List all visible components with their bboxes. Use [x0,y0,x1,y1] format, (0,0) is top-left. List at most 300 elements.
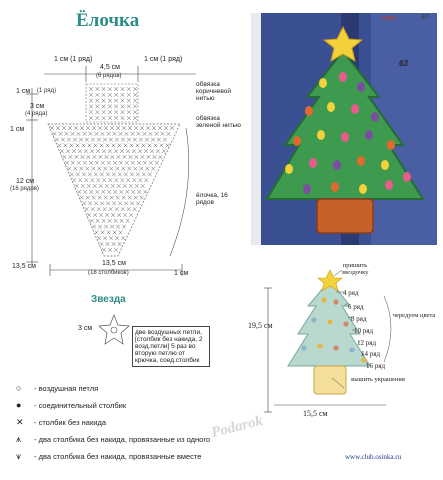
stitch-mark [88,202,92,206]
stitch-mark [93,213,97,217]
dim-left-4rows: (4 ряда) [25,111,48,117]
stitch-mark [91,138,95,142]
stitch-mark [163,138,167,142]
ornament [285,164,293,174]
stitch-mark [134,196,138,200]
stitch-mark [124,144,128,148]
stitch-mark [82,202,86,206]
ornament [319,78,327,88]
stitch-mark [127,138,131,142]
ornament [309,158,317,168]
stitch-mark [137,132,141,136]
stitch-mark [113,231,117,235]
stitch-mark [121,138,125,142]
stitch-mark [139,138,143,142]
stitch-mark [122,196,126,200]
stitch-mark [62,126,66,130]
stitch-mark [95,132,99,136]
stitch-mark [106,144,110,148]
stitch-mark [53,132,57,136]
single-crochet-icon: ✕ [16,417,24,427]
stitch-mark [68,155,72,159]
stitch-mark [85,167,89,171]
stitch-mark [89,161,93,165]
stitch-mark [80,155,84,159]
stitch-mark [86,126,90,130]
dim-top-left: 1 см (1 ряд) [54,56,93,63]
page-title: Ёлочка [76,10,140,31]
stitch-mark [59,132,63,136]
stitch-mark [133,105,137,109]
stitch-mark [89,87,93,91]
stitch-mark [127,116,131,120]
stitch-mark [140,196,144,200]
stitch-mark [61,138,65,142]
stitch-mark [76,173,80,177]
stitch-mark [143,132,147,136]
dim-left-3cm: 3 см [30,103,45,110]
stitch-mark [107,132,111,136]
stitch-mark [131,161,135,165]
row-label-10: 10 ряд [354,327,374,335]
stitch-mark [107,190,111,194]
stitch-mark [90,219,94,223]
stitch-mark [136,202,140,206]
stitch-mark [128,155,132,159]
star-dim: 3 см [78,325,93,332]
photo-caption-left: how [383,15,396,22]
stitch-mark [62,155,66,159]
stitch-mark [142,173,146,177]
stitch-mark [109,207,113,211]
ornament [317,343,322,348]
stitch-mark [109,138,113,142]
stitch-mark [151,138,155,142]
stitch-mark [94,173,98,177]
legend-item: ● - соединительный столбик [16,400,127,410]
ornament [293,136,301,146]
ornament [365,130,373,140]
stitch-mark [136,144,140,148]
stitch-mark [101,132,105,136]
stitch-mark [145,138,149,142]
stitch-mark [121,99,125,103]
ornament [333,345,338,350]
stitch-mark [83,190,87,194]
stitch-mark [108,110,112,114]
stitch-mark [58,144,62,148]
stitch-mark [121,116,125,120]
stitch-mark [73,167,77,171]
stitch-mark [138,178,142,182]
decrease-icon: ⩛ [16,451,22,461]
ornament [305,106,313,116]
stitch-mark [144,149,148,153]
stitch-mark [74,155,78,159]
stitch-mark [102,116,106,120]
stitch-mark [120,219,124,223]
stitch-mark [131,190,135,194]
stitch-mark [65,132,69,136]
stitch-mark [119,132,123,136]
row-label-14: 14 ряд [361,350,381,358]
stitch-mark [81,184,85,188]
ornament [403,172,411,182]
stitch-mark [127,167,131,171]
stitch-mark [108,93,112,97]
tree-crochet-chart [0,0,250,290]
stitch-mark [136,173,140,177]
stitch-mark [103,138,107,142]
star-chart [96,312,132,348]
stitch-mark [110,196,114,200]
ornament [331,182,339,192]
stitch-mark [158,126,162,130]
label-alternate-colors: чередуем цвета [392,312,436,319]
stitch-mark [103,207,107,211]
stitch-mark [162,149,166,153]
stitch-mark [120,149,124,153]
dim-top-right: 1 см (1 ряд) [144,56,183,63]
stitch-mark [108,99,112,103]
stitch-mark [93,184,97,188]
dimension-lines [26,66,196,276]
stitch-mark [95,105,99,109]
stitch-mark [86,155,90,159]
stitch-mark [108,105,112,109]
stitch-mark [144,178,148,182]
stitch-mark [99,184,103,188]
stitch-mark [95,161,99,165]
stitch-mark [104,225,108,229]
stitch-mark [106,173,110,177]
stitch-mark [80,196,84,200]
row-label-12: 12 ряд [357,339,377,347]
dim-bottom-stitches: (18 столбиков) [88,270,129,276]
dim-width: 15,5 см [303,409,328,418]
stitch-mark [79,167,83,171]
stitch-mark [71,161,75,165]
stitch-mark [133,93,137,97]
chain-loop-icon: ○ [16,383,22,393]
stitch-mark [68,126,72,130]
stitch-mark [108,219,112,223]
stitch-mark [137,190,141,194]
stitch-mark [90,149,94,153]
stitch-mark [73,138,77,142]
stitch-mark [98,155,102,159]
stitch-mark [152,155,156,159]
stitch-mark [143,190,147,194]
ornament [321,297,326,302]
ornament [327,102,335,112]
stitch-mark [105,213,109,217]
stitch-mark [125,190,129,194]
stitch-mark [103,167,107,171]
stitch-mark [106,242,110,246]
stitch-mark [134,126,138,130]
stitch-mark [56,126,60,130]
stitch-mark [110,155,114,159]
stitch-mark [102,110,106,114]
stitch-mark [113,132,117,136]
stitch-mark [74,126,78,130]
ornament [333,160,341,170]
stitch-mark [124,202,128,206]
dim-top-rows: (6 рядов) [96,73,122,79]
stitch-mark [170,126,174,130]
stitch-mark [121,87,125,91]
star-title: Звезда [91,294,126,305]
stitch-mark [150,149,154,153]
stitch-mark [67,138,71,142]
stitch-mark [155,161,159,165]
stitch-mark [82,144,86,148]
watermark: Podarok [209,412,265,442]
stitch-mark [127,105,131,109]
stitch-mark [138,149,142,153]
stitch-mark [118,144,122,148]
tree-photo [251,13,437,245]
stitch-mark [100,202,104,206]
photo-illustration [251,13,437,245]
stitch-mark [133,87,137,91]
stitch-mark [116,126,120,130]
stitch-mark [71,132,75,136]
stitch-mark [95,110,99,114]
row-label-8: 8 ряд [351,315,367,323]
stitch-mark [99,213,103,217]
stitch-mark [108,178,112,182]
stitch-mark [84,149,88,153]
stitch-mark [102,219,106,223]
stitch-mark [133,207,137,211]
photo-page-number: 63 [399,59,408,68]
stitch-mark [117,213,121,217]
stitch-mark [84,178,88,182]
stitch-mark [119,231,123,235]
stitch-mark [104,155,108,159]
ornament [381,160,389,170]
stitch-mark [116,196,120,200]
stitch-mark [140,155,144,159]
stitch-mark [143,161,147,165]
legend-item: ⩛ - два столбика без накида, провязанные вместе [16,451,202,461]
stitch-mark [118,242,122,246]
row-label-6: 6 ряд [348,303,364,311]
stitch-mark [121,93,125,97]
stitch-mark [94,144,98,148]
dim-top-width: 4,5 см [100,64,120,71]
dim-left-1cm-b: 1 см [10,126,25,133]
stitch-mark [105,184,109,188]
ornament [341,132,349,142]
stitch-mark [92,126,96,130]
dim-bottom-width: 13,5 см [102,260,126,267]
stitch-mark [156,149,160,153]
stitch-mark [121,105,125,109]
stitch-mark [97,138,101,142]
stitch-mark [114,178,118,182]
stitch-mark [91,207,95,211]
label-sew-star: пришить звездочку [341,262,369,276]
stitch-mark [140,126,144,130]
stitch-mark [126,178,130,182]
stitch-mark [79,138,83,142]
stitch-mark [89,116,93,120]
photo-caption-right: 37 [421,14,429,21]
stitch-mark [72,149,76,153]
ornament [333,299,338,304]
stitch-mark [133,99,137,103]
stitch-mark [96,219,100,223]
stitch-mark [106,202,110,206]
ornament [339,72,347,82]
ornament [303,184,311,194]
slip-stitch-icon: ● [16,400,22,410]
stitch-mark [102,248,106,252]
stitch-mark [91,167,95,171]
stitch-mark [78,178,82,182]
stitch-mark [104,196,108,200]
ornament [301,345,306,350]
stitch-mark [126,219,130,223]
stitch-mark [64,144,68,148]
stitch-mark [86,196,90,200]
stitch-mark [109,236,113,240]
stitch-mark [97,236,101,240]
stitch-marks [50,87,174,252]
stitch-mark [102,87,106,91]
stitch-mark [114,87,118,91]
stitch-mark [130,202,134,206]
stitch-mark [89,99,93,103]
stitch-mark [142,144,146,148]
stitch-mark [92,155,96,159]
stitch-mark [102,178,106,182]
stitch-mark [161,132,165,136]
stitch-mark [102,93,106,97]
stitch-mark [134,155,138,159]
stitch-mark [97,207,101,211]
stitch-mark [80,126,84,130]
stitch-mark [89,190,93,194]
stitch-mark [133,110,137,114]
stitch-mark [152,126,156,130]
stitch-mark [101,231,105,235]
stitch-mark [126,149,130,153]
stitch-mark [108,149,112,153]
stitch-mark [146,126,150,130]
stitch-mark [114,116,118,120]
stitch-mark [115,207,119,211]
stitch-mark [119,190,123,194]
ornament [351,104,359,114]
stitch-mark [114,110,118,114]
stitch-mark [151,167,155,171]
stitch-mark [121,236,125,240]
stitch-mark [132,149,136,153]
stitch-mark [166,144,170,148]
stitch-mark [100,144,104,148]
stitch-mark [116,155,120,159]
increase-icon: ⩚ [16,434,22,444]
legend-item: ✕ - столбик без накида [16,417,106,427]
stitch-mark [145,167,149,171]
stitch-mark [76,144,80,148]
stitch-mark [66,149,70,153]
stitch-mark [130,173,134,177]
stitch-mark [77,161,81,165]
stitch-mark [85,138,89,142]
note-green: обвязка зеленой нитью [196,115,241,129]
stitch-mark [108,248,112,252]
stitch-mark [107,161,111,165]
stitch-mark [160,144,164,148]
stitch-mark [114,105,118,109]
ornament [357,82,365,92]
stitch-mark [148,144,152,148]
dim-bottom-left: 13,5 см [12,263,36,270]
stitch-mark [118,202,122,206]
stitch-mark [102,149,106,153]
stitch-mark [77,190,81,194]
star-instructions: две воздушных петли, [столбик без накида, 2 возд.петли] 5 раз во вторую петлю от крючка, соед.столбик [132,326,210,367]
stitch-mark [97,167,101,171]
ornament [311,317,316,322]
stitch-mark [110,126,114,130]
stitch-mark [121,110,125,114]
stitch-mark [108,116,112,120]
ornament [371,112,379,122]
stitch-mark [98,225,102,229]
stitch-mark [128,126,132,130]
stitch-mark [94,202,98,206]
stitch-mark [135,184,139,188]
stitch-mark [117,184,121,188]
stitch-mark [96,178,100,182]
stitch-mark [50,126,54,130]
stitch-mark [114,149,118,153]
stitch-mark [164,126,168,130]
stitch-mark [112,173,116,177]
note-rows: ёлочка, 16 рядов [196,192,228,206]
stitch-mark [128,196,132,200]
stitch-mark [55,138,59,142]
stitch-mark [149,161,153,165]
stitch-mark [154,144,158,148]
dim-height: 19,5 см [248,321,273,330]
stitch-mark [78,149,82,153]
stitch-mark [111,184,115,188]
stitch-mark [131,132,135,136]
stitch-mark [115,236,119,240]
stitch-mark [112,202,116,206]
row-label-16: 16 ряд [366,362,386,370]
stitch-mark [129,213,133,217]
dim-left-16rows: (16 рядов) [10,186,39,192]
stitch-mark [75,184,79,188]
ornament [327,319,332,324]
ornament [357,156,365,166]
ornament [349,347,354,352]
stitch-mark [100,242,104,246]
stitch-mark [83,161,87,165]
stitch-mark [155,132,159,136]
stitch-mark [112,242,116,246]
stitch-mark [83,132,87,136]
stitch-mark [114,99,118,103]
